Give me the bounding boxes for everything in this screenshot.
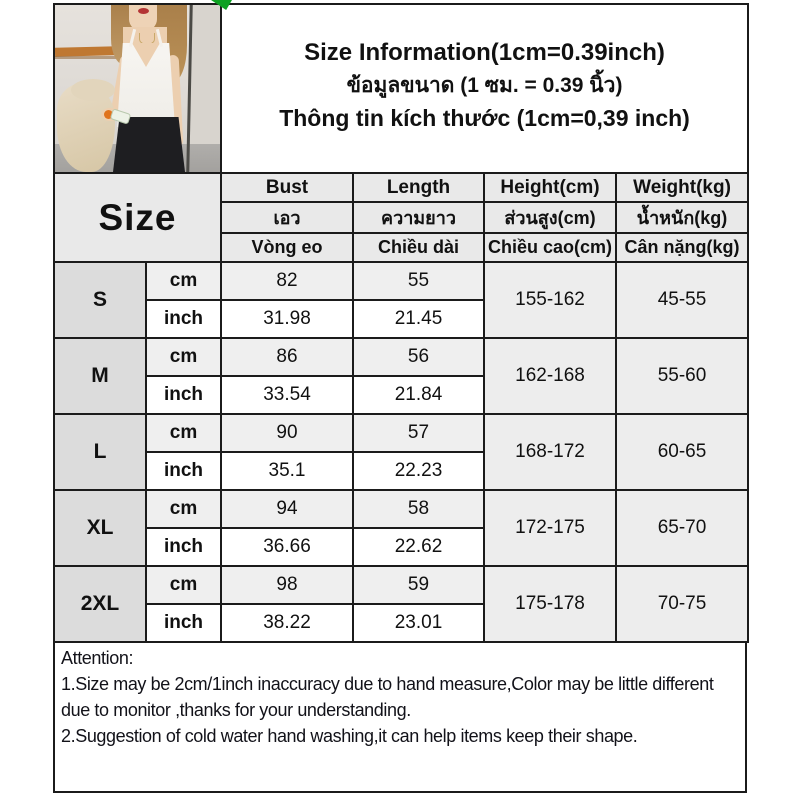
attention-item-2: 2.Suggestion of cold water hand washing,it can help items keep their shape. [61,726,638,746]
value-cell: 90 [221,414,353,452]
value-cell: 35.1 [221,452,353,490]
title-english: Size Information(1cm=0.39inch) [304,39,665,66]
photo-rail-shadow [55,56,117,59]
unit-cell: inch [146,604,221,642]
size-header-cell: Size [54,173,221,262]
value-cell: 21.84 [353,376,484,414]
col-header-weight-vi: Cân nặng(kg) [616,233,748,262]
col-header-length-vi: Chiều dài [353,233,484,262]
attention-item-1: 1.Size may be 2cm/1inch inaccuracy due to hand measure,Color may be little different due to monitor ,thanks for your understanding. [61,674,714,720]
row-2xl-label: 2XL [54,566,146,642]
value-cell: 94 [221,490,353,528]
weight-range-cell: 65-70 [616,490,748,566]
value-cell: 55 [353,262,484,300]
title-cell [221,4,748,173]
col-header-weight-th: น้ำหนัก(kg) [616,202,748,233]
value-cell: 56 [353,338,484,376]
col-header-height-en: Height(cm) [484,173,616,202]
value-cell: 23.01 [353,604,484,642]
col-header-length-th: ความยาว [353,202,484,233]
unit-cell: inch [146,452,221,490]
weight-range-cell: 70-75 [616,566,748,642]
value-cell: 59 [353,566,484,604]
col-header-bust-th: เอว [221,202,353,233]
cardigan-fold [71,79,115,101]
unit-cell: cm [146,338,221,376]
row-m-label: M [54,338,146,414]
unit-cell: inch [146,528,221,566]
size-table [53,3,749,643]
title-vietnamese: Thông tin kích thước (1cm=0,39 inch) [279,105,690,131]
height-range-cell: 155-162 [484,262,616,338]
model-lips [138,8,149,14]
weight-range-cell: 55-60 [616,338,748,414]
weight-range-cell: 45-55 [616,262,748,338]
product-photo-cell [54,4,221,173]
col-header-bust-en: Bust [221,173,353,202]
unit-cell: inch [146,300,221,338]
title-block [222,36,747,141]
weight-range-cell: 60-65 [616,414,748,490]
value-cell: 86 [221,338,353,376]
col-header-height-th: ส่วนสูง(cm) [484,202,616,233]
attention-box [53,641,747,793]
value-cell: 31.98 [221,300,353,338]
height-range-cell: 175-178 [484,566,616,642]
row-s-label: S [54,262,146,338]
col-header-bust-vi: Vòng eo [221,233,353,262]
value-cell: 57 [353,414,484,452]
value-cell: 22.62 [353,528,484,566]
attention-heading: Attention: [61,648,134,668]
unit-cell: cm [146,262,221,300]
col-header-height-vi: Chiều cao(cm) [484,233,616,262]
height-range-cell: 162-168 [484,338,616,414]
unit-cell: cm [146,414,221,452]
value-cell: 98 [221,566,353,604]
unit-cell: cm [146,566,221,604]
black-skirt [113,117,185,172]
value-cell: 21.45 [353,300,484,338]
value-cell: 38.22 [221,604,353,642]
size-chart-sheet [53,3,747,793]
value-cell: 82 [221,262,353,300]
height-range-cell: 172-175 [484,490,616,566]
value-cell: 36.66 [221,528,353,566]
height-range-cell: 168-172 [484,414,616,490]
row-xl-label: XL [54,490,146,566]
unit-cell: inch [146,376,221,414]
title-thai: ข้อมูลขนาด (1 ซม. = 0.39 นิ้ว) [346,74,623,97]
row-l-label: L [54,414,146,490]
col-header-weight-en: Weight(kg) [616,173,748,202]
value-cell: 58 [353,490,484,528]
unit-cell: cm [146,490,221,528]
product-photo [55,5,220,172]
col-header-length-en: Length [353,173,484,202]
value-cell: 33.54 [221,376,353,414]
value-cell: 22.23 [353,452,484,490]
